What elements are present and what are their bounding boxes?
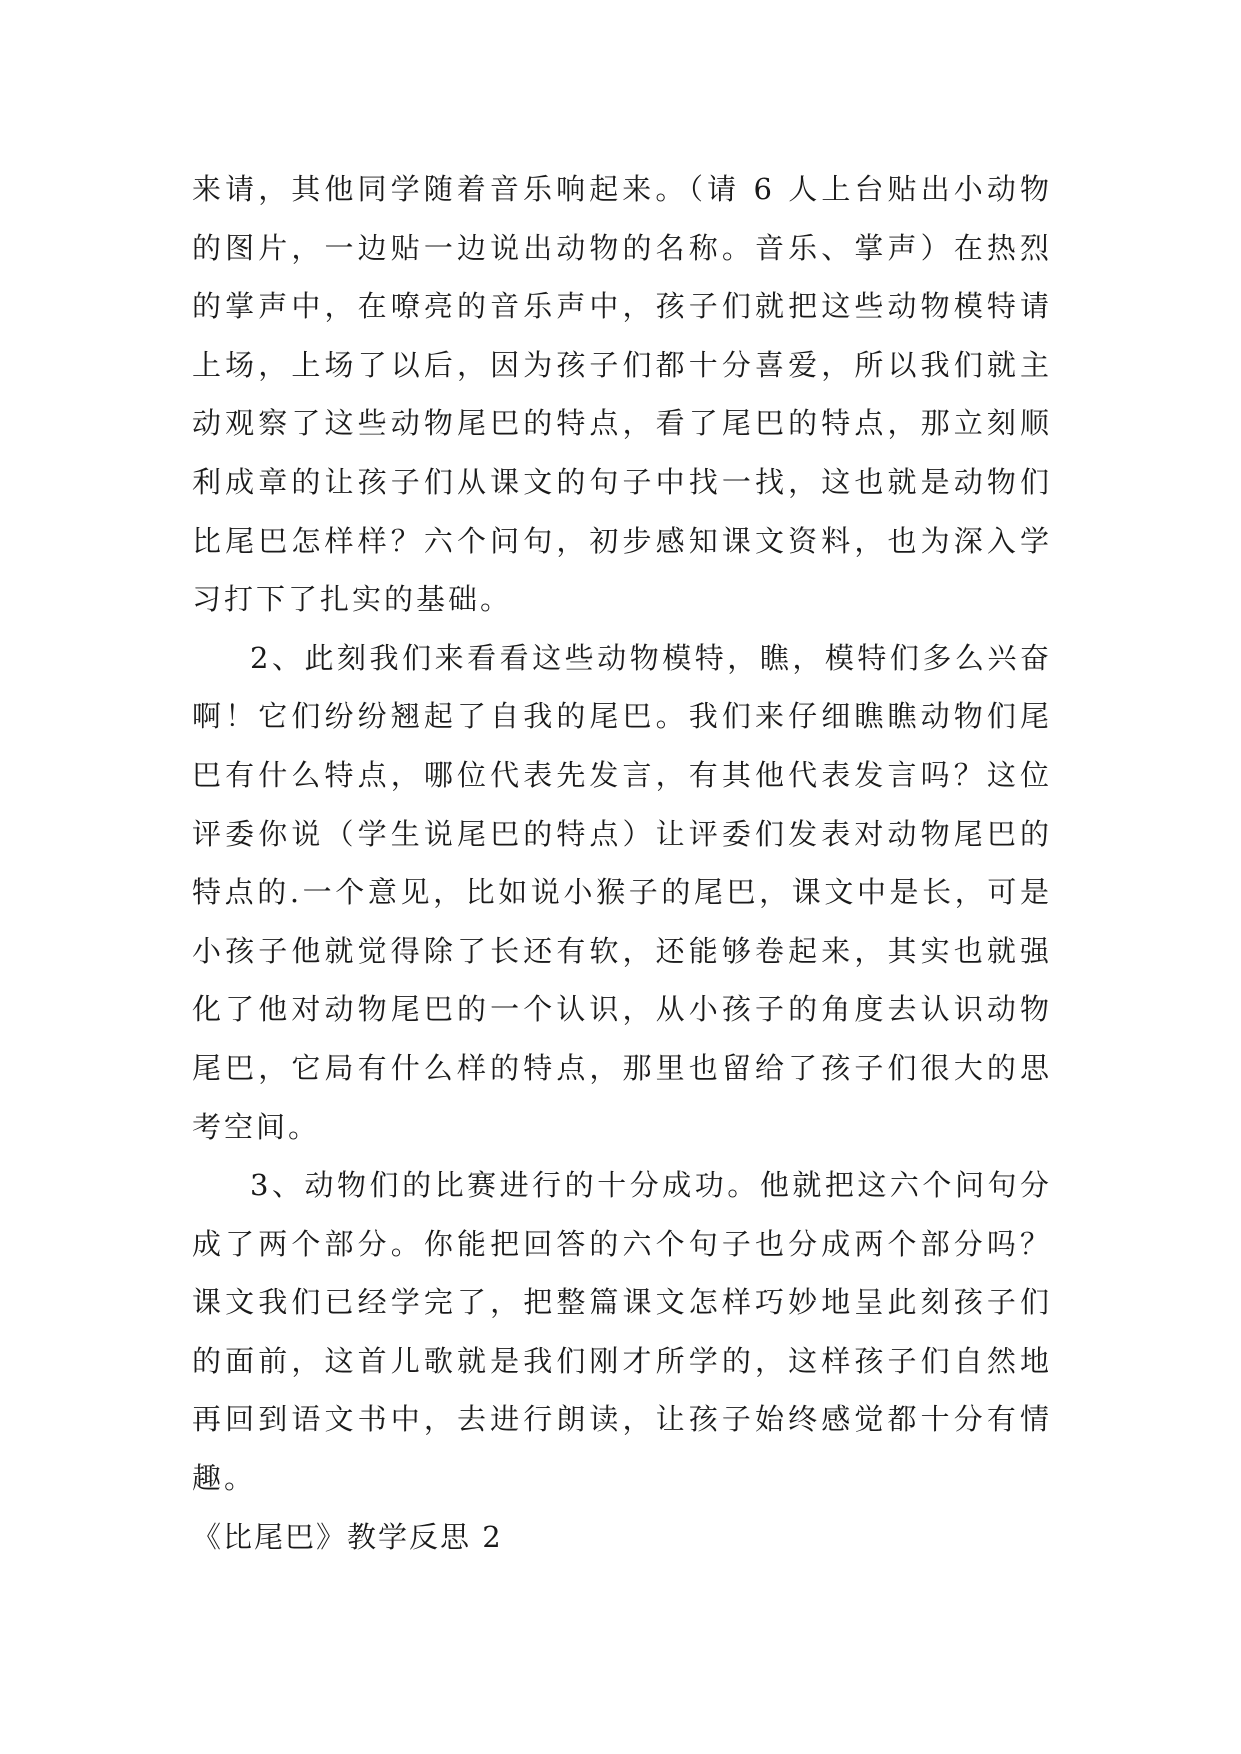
section-heading: 《比尾巴》教学反思 2 (192, 1519, 503, 1554)
paragraph-1: 来请，其他同学随着音乐响起来。（请 6 人上台贴出小动物的图片，一边贴一边说出动物的名称。音乐、掌声）在热烈的掌声中，在嘹亮的音乐声中，孩子们就把这些动物模特请上场，上场了以后，因为孩子们都十分喜爱，所以我们就主动观察了这些动物尾巴的特点，看了尾巴的特点，那立刻顺利成章的让孩子们从课文的句子中找一找，这也就是动物们比尾巴怎样样？六个问句，初步感知课文资料，也为深入学习打下了扎实的基础。 (192, 172, 1052, 617)
document-body (192, 160, 1052, 1566)
paragraph-2: 2、此刻我们来看看这些动物模特，瞧，模特们多么兴奋啊！它们纷纷翘起了自我的尾巴。我们来仔细瞧瞧动物们尾巴有什么特点，哪位代表先发言，有其他代表发言吗？这位评委你说（学生说尾巴的特点）让评委们发表对动物尾巴的特点的.一个意见，比如说小猴子的尾巴，课文中是长，可是小孩子他就觉得除了长还有软，还能够卷起来，其实也就强化了他对动物尾巴的一个认识，从小孩子的角度去认识动物尾巴，它局有什么样的特点，那里也留给了孩子们很大的思考空间。 (192, 640, 1052, 1144)
paragraph-3: 3、动物们的比赛进行的十分成功。他就把这六个问句分成了两个部分。你能把回答的六个句子也分成两个部分吗？课文我们已经学完了，把整篇课文怎样巧妙地呈此刻孩子们的面前，这首儿歌就是我们刚才所学的，这样孩子们自然地再回到语文书中，去进行朗读，让孩子始终感觉都十分有情趣。 (192, 1168, 1052, 1496)
